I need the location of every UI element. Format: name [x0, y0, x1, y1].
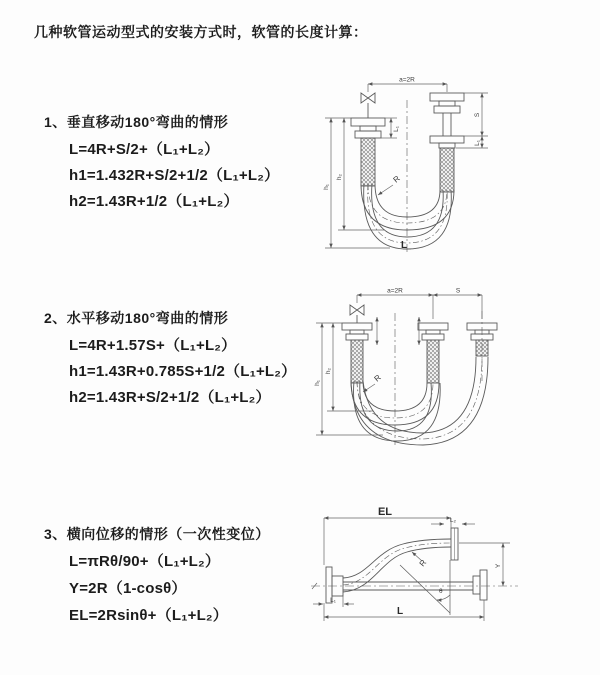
section2-heading: 2、水平移动180°弯曲的情形 — [44, 310, 229, 326]
section1-formula-L: L=4R+S/2+（L₁+L₂） — [69, 141, 220, 158]
valve-icon — [361, 93, 375, 118]
dim-label-el: EL — [377, 506, 393, 518]
dimension-lines — [316, 295, 482, 435]
right-hose-fitting — [430, 93, 464, 192]
dimension-lines — [313, 518, 510, 621]
dim-label-h1: h₁ — [323, 184, 330, 190]
hose-curve — [343, 539, 451, 592]
radius-label: R — [417, 558, 429, 569]
radius-label: R — [391, 173, 402, 185]
radius-label: R — [372, 372, 383, 384]
section3-heading: 3、横向位移的情形（一次性变位） — [44, 526, 270, 542]
dim-label-a2r: a=2R — [387, 287, 403, 295]
section2-formula-L: L=4R+1.57S+（L₁+L₂） — [69, 337, 237, 354]
section2-formula-h1: h1=1.43R+0.785S+1/2（L₁+L₂） — [69, 363, 297, 380]
top-flange — [451, 528, 458, 560]
section1-formula-h1: h1=1.432R+S/2+1/2（L₁+L₂） — [69, 167, 280, 184]
dimension-lines — [325, 84, 488, 248]
dim-label-h2: h₂ — [325, 367, 332, 375]
left-hose-fitting — [342, 323, 372, 383]
section3-formula-EL: EL=2Rsinθ+（L₁+L₂） — [69, 607, 228, 624]
section1-formula-h2: h2=1.43R+1/2（L₁+L₂） — [69, 193, 239, 210]
page-title: 几种软管运动型式的安装方式时，软管的长度计算： — [34, 24, 368, 40]
angle-label: θ — [439, 588, 443, 595]
middle-hose-fitting — [418, 323, 448, 383]
dim-label-s: S — [455, 287, 461, 295]
section3-formula-L: L=πRθ/90+（L₁+L₂） — [69, 553, 221, 570]
dim-label-h2: h₂ — [336, 173, 343, 181]
hose-curves — [361, 184, 454, 249]
diagram-vertical-180-bend — [320, 72, 520, 258]
dim-label-h1: h₁ — [314, 380, 321, 386]
diagram-lateral-displacement — [303, 503, 573, 638]
hose-curves — [351, 357, 488, 445]
section3-formula-Y: Y=2R（1-cosθ） — [69, 580, 187, 597]
dim-label-s: S — [474, 112, 481, 118]
dim-label-y: Y — [495, 563, 502, 569]
section2-formula-h2: h2=1.43R+S/2+1/2（L₁+L₂） — [69, 389, 271, 406]
dim-label-l2: L₂ — [449, 517, 457, 524]
right-flange — [473, 570, 487, 600]
dim-label-l1-right: L₁ — [474, 140, 481, 146]
diagram-horizontal-180-bend — [313, 283, 523, 448]
length-label: L — [400, 240, 408, 251]
dim-label-l1-left: L₁ — [393, 126, 400, 132]
valve-icon — [350, 305, 364, 323]
left-hose-fitting — [351, 118, 385, 186]
dim-label-l1: L₁ — [330, 597, 336, 604]
dim-label-a2r: a=2R — [399, 76, 415, 84]
dim-label-l: L — [396, 606, 404, 617]
section1-heading: 1、垂直移动180°弯曲的情形 — [44, 114, 229, 130]
